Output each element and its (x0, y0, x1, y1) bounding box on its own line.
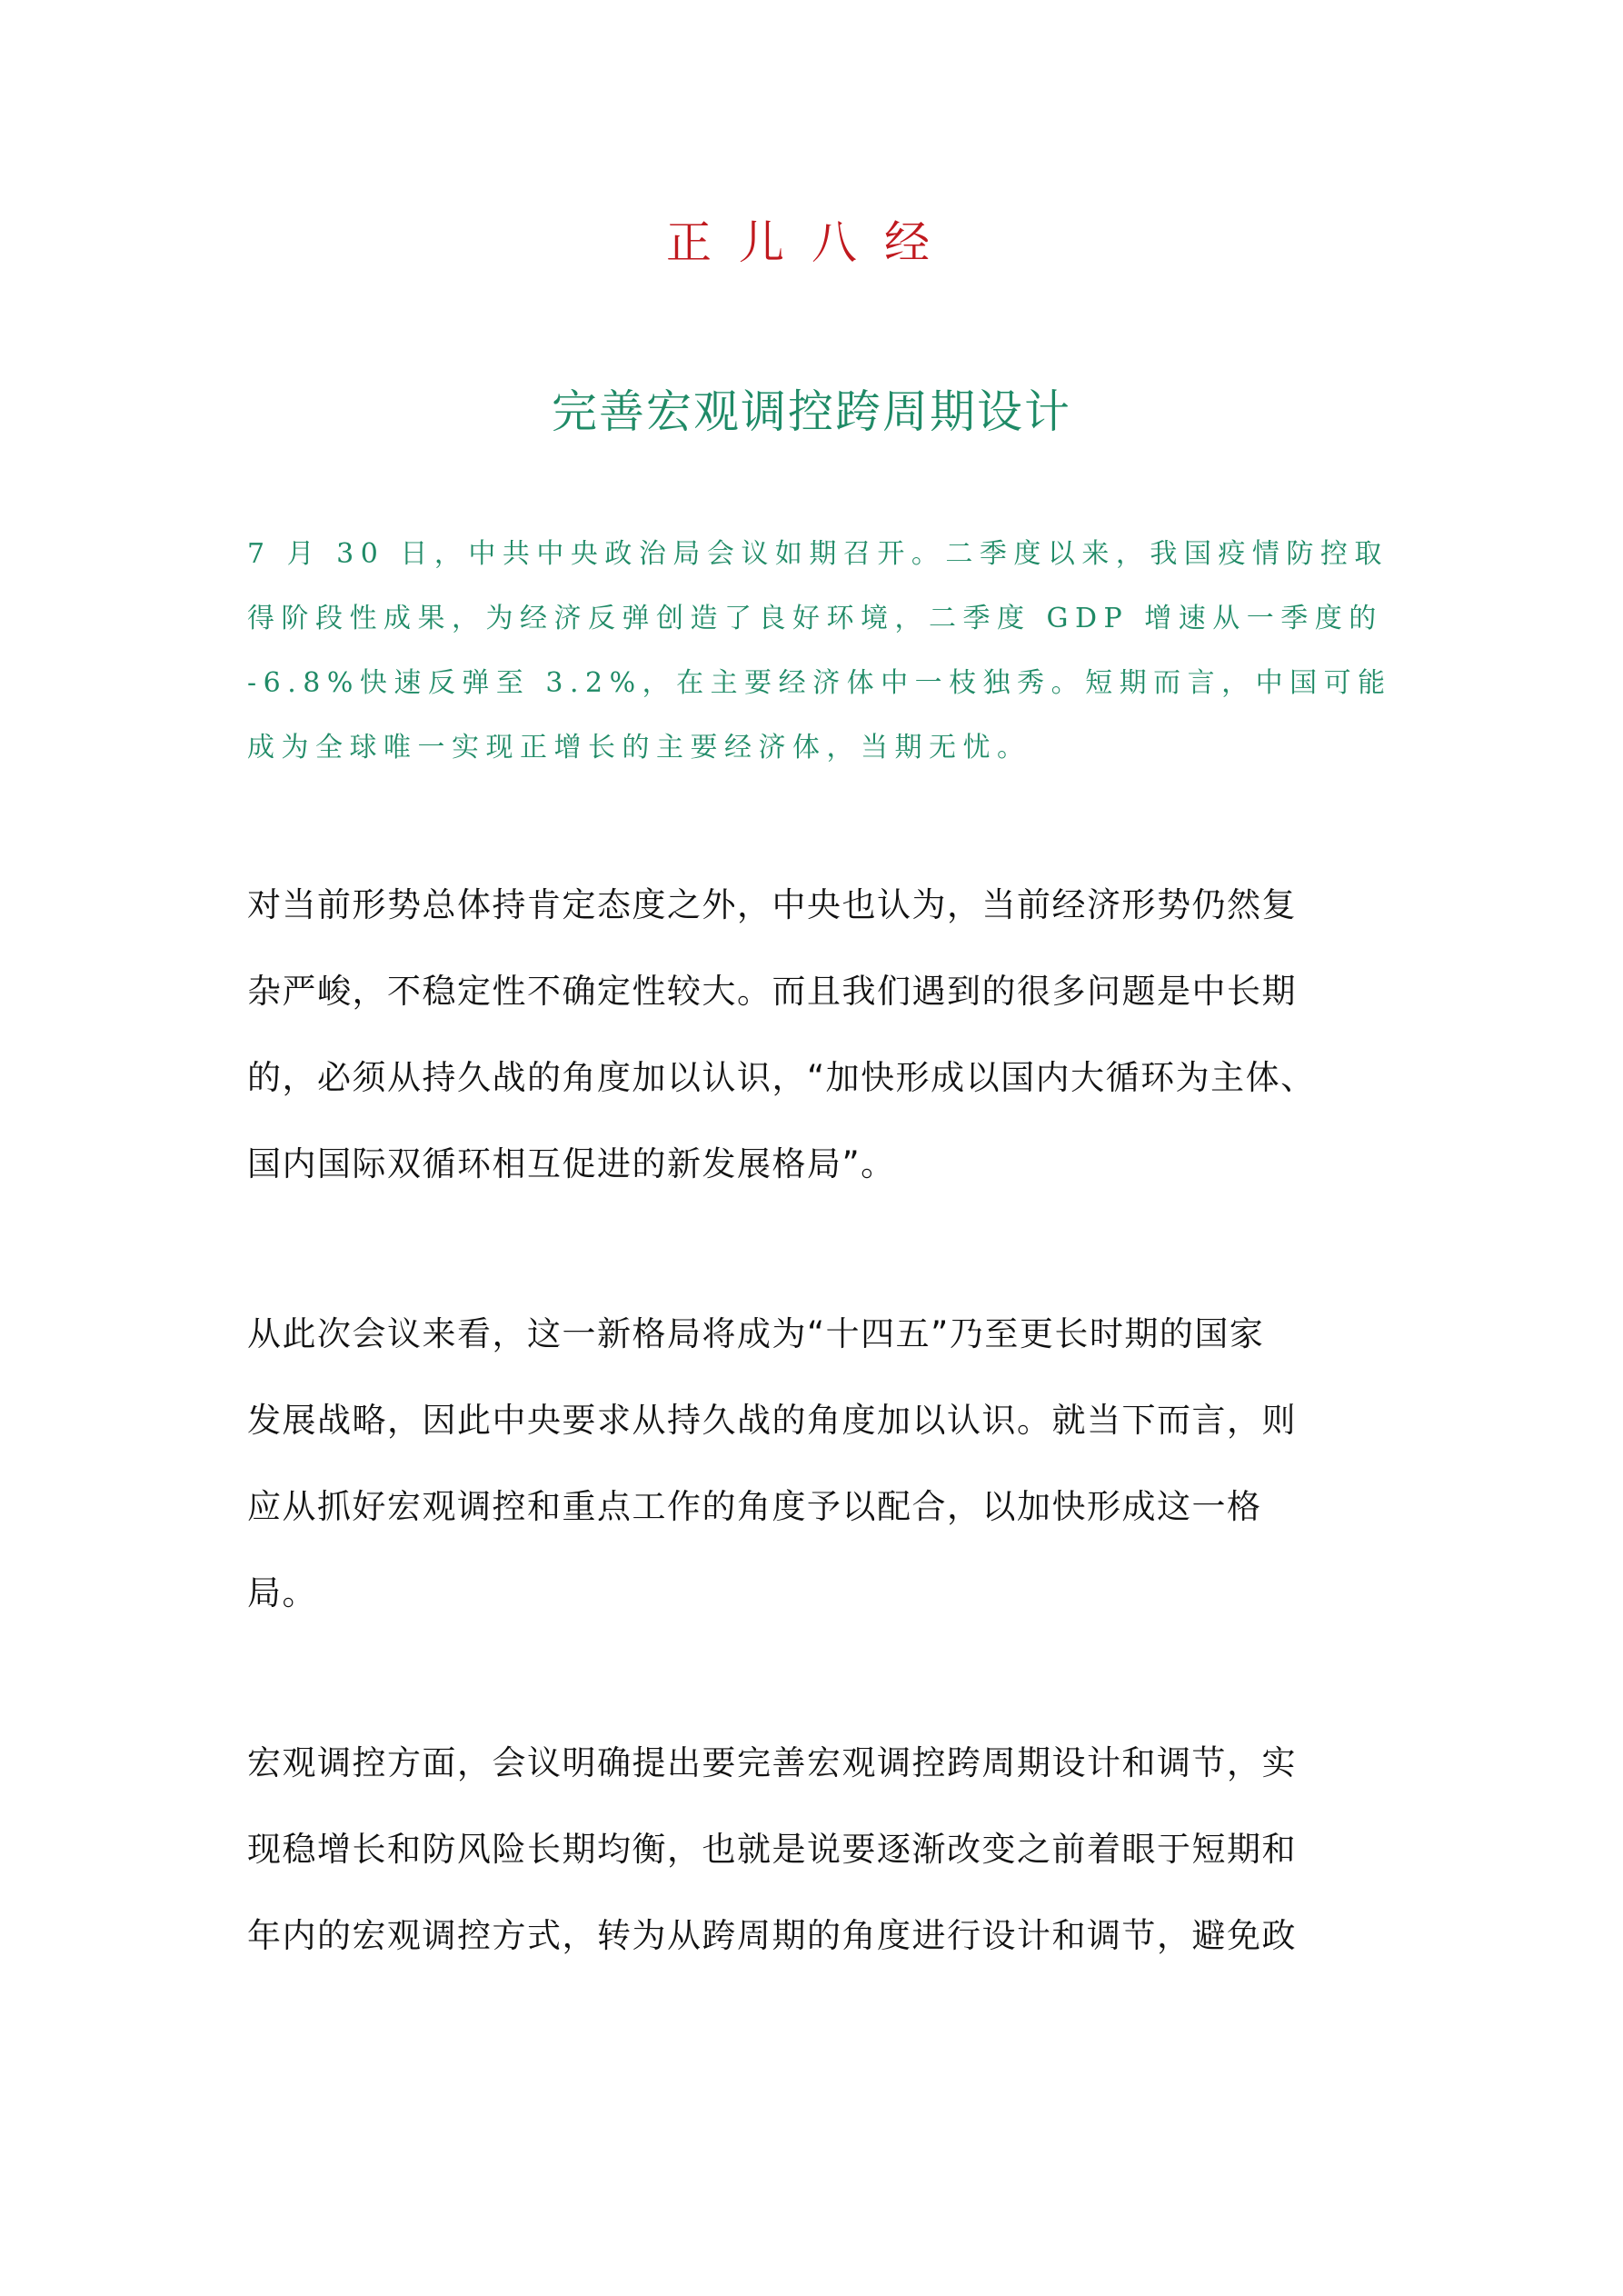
lead-line: 得阶段性成果，为经济反弹创造了良好环境，二季度 GDP 增速从一季度的 (247, 603, 1383, 634)
body-line: 从此次会议来看，这一新格局将成为“十四五”乃至更长时期的国家 (247, 1314, 1265, 1353)
body-line: 发展战略，因此中央要求从持久战的角度加以认识。就当下而言，则 (247, 1401, 1297, 1440)
lead-paragraph (247, 522, 1392, 780)
body-paragraph-3 (247, 1720, 1383, 1979)
article-title: 完善宏观调控跨周期设计 (552, 385, 1071, 438)
body-line: 现稳增长和防风险长期均衡，也就是说要逐渐改变之前着眼于短期和 (247, 1830, 1297, 1869)
lead-line: 7 月 30 日，中共中央政治局会议如期召开。二季度以来，我国疫情防控取 (247, 538, 1389, 570)
masthead: 正儿八经 (666, 216, 957, 269)
body-line: 局。 (247, 1573, 317, 1612)
body-line: 宏观调控方面，会议明确提出要完善宏观调控跨周期设计和调节，实 (247, 1743, 1297, 1782)
body-line: 的，必须从持久战的角度加以认识，“加快形成以国内大循环为主体、 (247, 1058, 1316, 1097)
body-line: 杂严峻，不稳定性不确定性较大。而且我们遇到的很多问题是中长期 (247, 972, 1297, 1011)
lead-line: 成为全球唯一实现正增长的主要经济体，当期无忧。 (247, 732, 1031, 764)
body-paragraph-2 (247, 1291, 1383, 1636)
body-line: 应从抓好宏观调控和重点工作的角度予以配合，以加快形成这一格 (247, 1487, 1262, 1526)
body-line: 对当前形势总体持肯定态度之外，中央也认为，当前经济形势仍然复 (247, 885, 1297, 924)
body-paragraph-1 (247, 862, 1383, 1207)
lead-line: -6.8%快速反弹至 3.2%，在主要经济体中一枝独秀。短期而言，中国可能 (247, 667, 1392, 699)
body-line: 年内的宏观调控方式，转为从跨周期的角度进行设计和调节，避免政 (247, 1916, 1297, 1955)
body-line: 国内国际双循环相互促进的新发展格局”。 (247, 1144, 896, 1183)
